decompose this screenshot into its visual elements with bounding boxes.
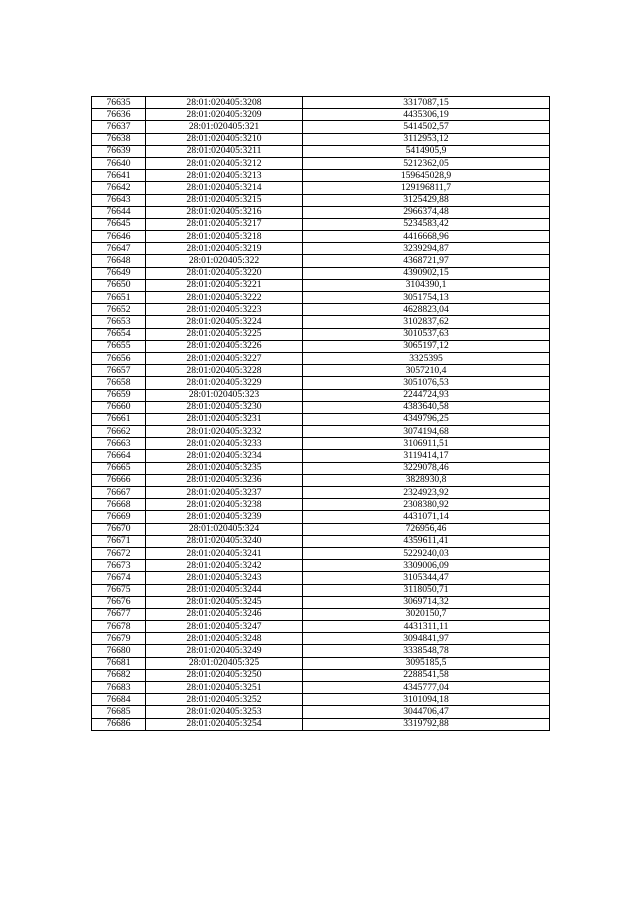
cadastral-value-cell: 4390902,15 — [303, 267, 550, 279]
row-number-cell: 76653 — [92, 316, 146, 328]
row-number-cell: 76639 — [92, 145, 146, 157]
table-row — [92, 718, 550, 730]
cadastral-value-cell: 4431071,14 — [303, 511, 550, 523]
row-number-cell: 76673 — [92, 560, 146, 572]
row-number-cell: 76642 — [92, 182, 146, 194]
table-row — [92, 413, 550, 425]
row-number-cell: 76661 — [92, 413, 146, 425]
row-number-cell: 76670 — [92, 523, 146, 535]
cadastral-number-cell: 28:01:020405:3244 — [146, 584, 303, 596]
table-row — [92, 389, 550, 401]
table-row — [92, 645, 550, 657]
cadastral-number-cell: 28:01:020405:3208 — [146, 97, 303, 109]
cadastral-value-cell: 3125429,88 — [303, 194, 550, 206]
cadastral-value-cell: 2288541,58 — [303, 669, 550, 681]
cadastral-value-cell: 3106911,51 — [303, 438, 550, 450]
cadastral-number-cell: 28:01:020405:3217 — [146, 218, 303, 230]
cadastral-value-cell: 5229240,03 — [303, 547, 550, 559]
row-number-cell: 76658 — [92, 377, 146, 389]
table-row — [92, 682, 550, 694]
table-row — [92, 547, 550, 559]
table-row — [92, 523, 550, 535]
cadastral-value-cell: 3051076,53 — [303, 377, 550, 389]
cadastral-number-cell: 28:01:020405:321 — [146, 121, 303, 133]
cadastral-value-cell: 3317087,15 — [303, 97, 550, 109]
row-number-cell: 76674 — [92, 572, 146, 584]
row-number-cell: 76681 — [92, 657, 146, 669]
table-row — [92, 377, 550, 389]
table-row — [92, 426, 550, 438]
row-number-cell: 76676 — [92, 596, 146, 608]
cadastral-number-cell: 28:01:020405:3222 — [146, 292, 303, 304]
cadastral-value-cell: 4416668,96 — [303, 231, 550, 243]
table-row — [92, 657, 550, 669]
row-number-cell: 76641 — [92, 170, 146, 182]
cadastral-value-cell: 3105344,47 — [303, 572, 550, 584]
row-number-cell: 76636 — [92, 109, 146, 121]
row-number-cell: 76635 — [92, 97, 146, 109]
cadastral-number-cell: 28:01:020405:3245 — [146, 596, 303, 608]
row-number-cell: 76664 — [92, 450, 146, 462]
cadastral-number-cell: 28:01:020405:3221 — [146, 279, 303, 291]
cadastral-number-cell: 28:01:020405:3229 — [146, 377, 303, 389]
cadastral-value-cell: 2966374,48 — [303, 206, 550, 218]
cadastral-number-cell: 28:01:020405:3232 — [146, 426, 303, 438]
row-number-cell: 76679 — [92, 633, 146, 645]
table-row — [92, 194, 550, 206]
table-row — [92, 121, 550, 133]
table-row — [92, 279, 550, 291]
cadastral-value-cell: 3094841,97 — [303, 633, 550, 645]
cadastral-value-cell: 3102837,62 — [303, 316, 550, 328]
row-number-cell: 76683 — [92, 682, 146, 694]
row-number-cell: 76655 — [92, 340, 146, 352]
cadastral-number-cell: 28:01:020405:3212 — [146, 157, 303, 169]
table-row — [92, 401, 550, 413]
table-row — [92, 694, 550, 706]
cadastral-number-cell: 28:01:020405:3235 — [146, 462, 303, 474]
cadastral-value-cell: 3229078,46 — [303, 462, 550, 474]
cadastral-number-cell: 28:01:020405:3237 — [146, 487, 303, 499]
row-number-cell: 76682 — [92, 669, 146, 681]
table-row — [92, 304, 550, 316]
cadastral-value-cell: 5414905,9 — [303, 145, 550, 157]
row-number-cell: 76657 — [92, 365, 146, 377]
cadastral-value-cell: 4628823,04 — [303, 304, 550, 316]
row-number-cell: 76686 — [92, 718, 146, 730]
cadastral-number-cell: 28:01:020405:3238 — [146, 499, 303, 511]
table-row — [92, 206, 550, 218]
row-number-cell: 76648 — [92, 255, 146, 267]
row-number-cell: 76644 — [92, 206, 146, 218]
cadastral-number-cell: 28:01:020405:3225 — [146, 328, 303, 340]
cadastral-value-cell: 2244724,93 — [303, 389, 550, 401]
row-number-cell: 76656 — [92, 352, 146, 364]
cadastral-number-cell: 28:01:020405:3240 — [146, 535, 303, 547]
row-number-cell: 76662 — [92, 426, 146, 438]
table-row — [92, 535, 550, 547]
cadastral-value-cell: 3309006,09 — [303, 560, 550, 572]
cadastral-number-cell: 28:01:020405:3228 — [146, 365, 303, 377]
row-number-cell: 76647 — [92, 243, 146, 255]
cadastral-number-cell: 28:01:020405:3250 — [146, 669, 303, 681]
cadastral-value-cell: 3095185,5 — [303, 657, 550, 669]
table-row — [92, 438, 550, 450]
cadastral-number-cell: 28:01:020405:3231 — [146, 413, 303, 425]
cadastral-number-cell: 28:01:020405:3233 — [146, 438, 303, 450]
cadastral-value-cell: 3118050,71 — [303, 584, 550, 596]
row-number-cell: 76678 — [92, 621, 146, 633]
row-number-cell: 76649 — [92, 267, 146, 279]
table-row — [92, 133, 550, 145]
row-number-cell: 76660 — [92, 401, 146, 413]
cadastral-number-cell: 28:01:020405:3218 — [146, 231, 303, 243]
cadastral-value-cell: 4368721,97 — [303, 255, 550, 267]
row-number-cell: 76680 — [92, 645, 146, 657]
cadastral-number-cell: 28:01:020405:3213 — [146, 170, 303, 182]
cadastral-value-cell: 2308380,92 — [303, 499, 550, 511]
cadastral-value-cell: 159645028,9 — [303, 170, 550, 182]
cadastral-value-cell: 3104390,1 — [303, 279, 550, 291]
cadastral-number-cell: 28:01:020405:3224 — [146, 316, 303, 328]
cadastral-number-cell: 28:01:020405:3236 — [146, 474, 303, 486]
cadastral-value-cell: 3239294,87 — [303, 243, 550, 255]
table-row — [92, 145, 550, 157]
cadastral-number-cell: 28:01:020405:3252 — [146, 694, 303, 706]
cadastral-number-cell: 28:01:020405:3211 — [146, 145, 303, 157]
cadastral-number-cell: 28:01:020405:323 — [146, 389, 303, 401]
cadastral-value-cell: 3051754,13 — [303, 292, 550, 304]
cadastral-value-cell: 4383640,58 — [303, 401, 550, 413]
cadastral-number-cell: 28:01:020405:3239 — [146, 511, 303, 523]
row-number-cell: 76645 — [92, 218, 146, 230]
cadastral-value-cell: 4349796,25 — [303, 413, 550, 425]
cadastral-number-cell: 28:01:020405:3254 — [146, 718, 303, 730]
table-row — [92, 462, 550, 474]
cadastral-value-cell: 3057210,4 — [303, 365, 550, 377]
cadastral-number-cell: 28:01:020405:3249 — [146, 645, 303, 657]
table-row — [92, 218, 550, 230]
table-row — [92, 365, 550, 377]
table-row — [92, 231, 550, 243]
cadastral-value-cell: 3020150,7 — [303, 608, 550, 620]
table-row — [92, 157, 550, 169]
cadastral-value-cell: 3065197,12 — [303, 340, 550, 352]
table-row — [92, 621, 550, 633]
row-number-cell: 76652 — [92, 304, 146, 316]
cadastral-number-cell: 28:01:020405:3216 — [146, 206, 303, 218]
table-row — [92, 328, 550, 340]
cadastral-number-cell: 28:01:020405:3230 — [146, 401, 303, 413]
row-number-cell: 76638 — [92, 133, 146, 145]
table-row — [92, 267, 550, 279]
table-row — [92, 474, 550, 486]
cadastral-number-cell: 28:01:020405:3242 — [146, 560, 303, 572]
cadastral-number-cell: 28:01:020405:3248 — [146, 633, 303, 645]
cadastral-value-cell: 3325395 — [303, 352, 550, 364]
cadastral-value-cell: 3010537,63 — [303, 328, 550, 340]
cadastral-number-cell: 28:01:020405:322 — [146, 255, 303, 267]
cadastral-number-cell: 28:01:020405:3223 — [146, 304, 303, 316]
table-row — [92, 97, 550, 109]
cadastral-number-cell: 28:01:020405:3227 — [146, 352, 303, 364]
table-row — [92, 450, 550, 462]
cadastral-number-cell: 28:01:020405:324 — [146, 523, 303, 535]
table-row — [92, 340, 550, 352]
table-row — [92, 706, 550, 718]
cadastral-number-cell: 28:01:020405:3251 — [146, 682, 303, 694]
table-row — [92, 584, 550, 596]
cadastral-number-cell: 28:01:020405:3241 — [146, 547, 303, 559]
cadastral-number-cell: 28:01:020405:3215 — [146, 194, 303, 206]
cadastral-value-cell: 3069714,32 — [303, 596, 550, 608]
cadastral-value-cell: 2324923,92 — [303, 487, 550, 499]
cadastral-number-cell: 28:01:020405:325 — [146, 657, 303, 669]
table-row — [92, 243, 550, 255]
table-row — [92, 292, 550, 304]
table-row — [92, 487, 550, 499]
cadastral-value-cell: 3119414,17 — [303, 450, 550, 462]
row-number-cell: 76667 — [92, 487, 146, 499]
cadastral-value-cell: 129196811,7 — [303, 182, 550, 194]
row-number-cell: 76669 — [92, 511, 146, 523]
table-row — [92, 608, 550, 620]
table-row — [92, 633, 550, 645]
cadastral-value-cell: 5414502,57 — [303, 121, 550, 133]
row-number-cell: 76637 — [92, 121, 146, 133]
cadastral-value-cell: 4345777,04 — [303, 682, 550, 694]
cadastral-value-cell: 5234583,42 — [303, 218, 550, 230]
row-number-cell: 76650 — [92, 279, 146, 291]
table-row — [92, 352, 550, 364]
table-row — [92, 170, 550, 182]
cadastral-value-cell: 3828930,8 — [303, 474, 550, 486]
row-number-cell: 76666 — [92, 474, 146, 486]
cadastral-value-table — [91, 96, 550, 731]
table-row — [92, 596, 550, 608]
row-number-cell: 76659 — [92, 389, 146, 401]
row-number-cell: 76668 — [92, 499, 146, 511]
cadastral-number-cell: 28:01:020405:3234 — [146, 450, 303, 462]
cadastral-number-cell: 28:01:020405:3219 — [146, 243, 303, 255]
cadastral-number-cell: 28:01:020405:3226 — [146, 340, 303, 352]
cadastral-number-cell: 28:01:020405:3220 — [146, 267, 303, 279]
cadastral-number-cell: 28:01:020405:3253 — [146, 706, 303, 718]
row-number-cell: 76651 — [92, 292, 146, 304]
cadastral-number-cell: 28:01:020405:3243 — [146, 572, 303, 584]
table-row — [92, 316, 550, 328]
row-number-cell: 76685 — [92, 706, 146, 718]
table-row — [92, 255, 550, 267]
cadastral-value-cell: 726956,46 — [303, 523, 550, 535]
row-number-cell: 76677 — [92, 608, 146, 620]
cadastral-value-cell: 4435306,19 — [303, 109, 550, 121]
table-row — [92, 109, 550, 121]
cadastral-number-cell: 28:01:020405:3247 — [146, 621, 303, 633]
table-row — [92, 572, 550, 584]
table-row — [92, 669, 550, 681]
row-number-cell: 76675 — [92, 584, 146, 596]
row-number-cell: 76684 — [92, 694, 146, 706]
row-number-cell: 76671 — [92, 535, 146, 547]
cadastral-number-cell: 28:01:020405:3209 — [146, 109, 303, 121]
row-number-cell: 76672 — [92, 547, 146, 559]
table-row — [92, 182, 550, 194]
cadastral-value-cell: 3319792,88 — [303, 718, 550, 730]
table-row — [92, 511, 550, 523]
cadastral-value-cell: 3338548,78 — [303, 645, 550, 657]
row-number-cell: 76640 — [92, 157, 146, 169]
cadastral-value-cell: 4431311,11 — [303, 621, 550, 633]
row-number-cell: 76663 — [92, 438, 146, 450]
cadastral-value-cell: 3112953,12 — [303, 133, 550, 145]
table-row — [92, 499, 550, 511]
table-row — [92, 560, 550, 572]
cadastral-value-cell: 3044706,47 — [303, 706, 550, 718]
row-number-cell: 76665 — [92, 462, 146, 474]
cadastral-value-cell: 4359611,41 — [303, 535, 550, 547]
cadastral-number-cell: 28:01:020405:3214 — [146, 182, 303, 194]
table-body — [92, 97, 550, 731]
row-number-cell: 76643 — [92, 194, 146, 206]
cadastral-value-cell: 3074194,68 — [303, 426, 550, 438]
cadastral-number-cell: 28:01:020405:3246 — [146, 608, 303, 620]
row-number-cell: 76646 — [92, 231, 146, 243]
row-number-cell: 76654 — [92, 328, 146, 340]
cadastral-number-cell: 28:01:020405:3210 — [146, 133, 303, 145]
cadastral-value-cell: 3101094,18 — [303, 694, 550, 706]
cadastral-value-cell: 5212362,05 — [303, 157, 550, 169]
